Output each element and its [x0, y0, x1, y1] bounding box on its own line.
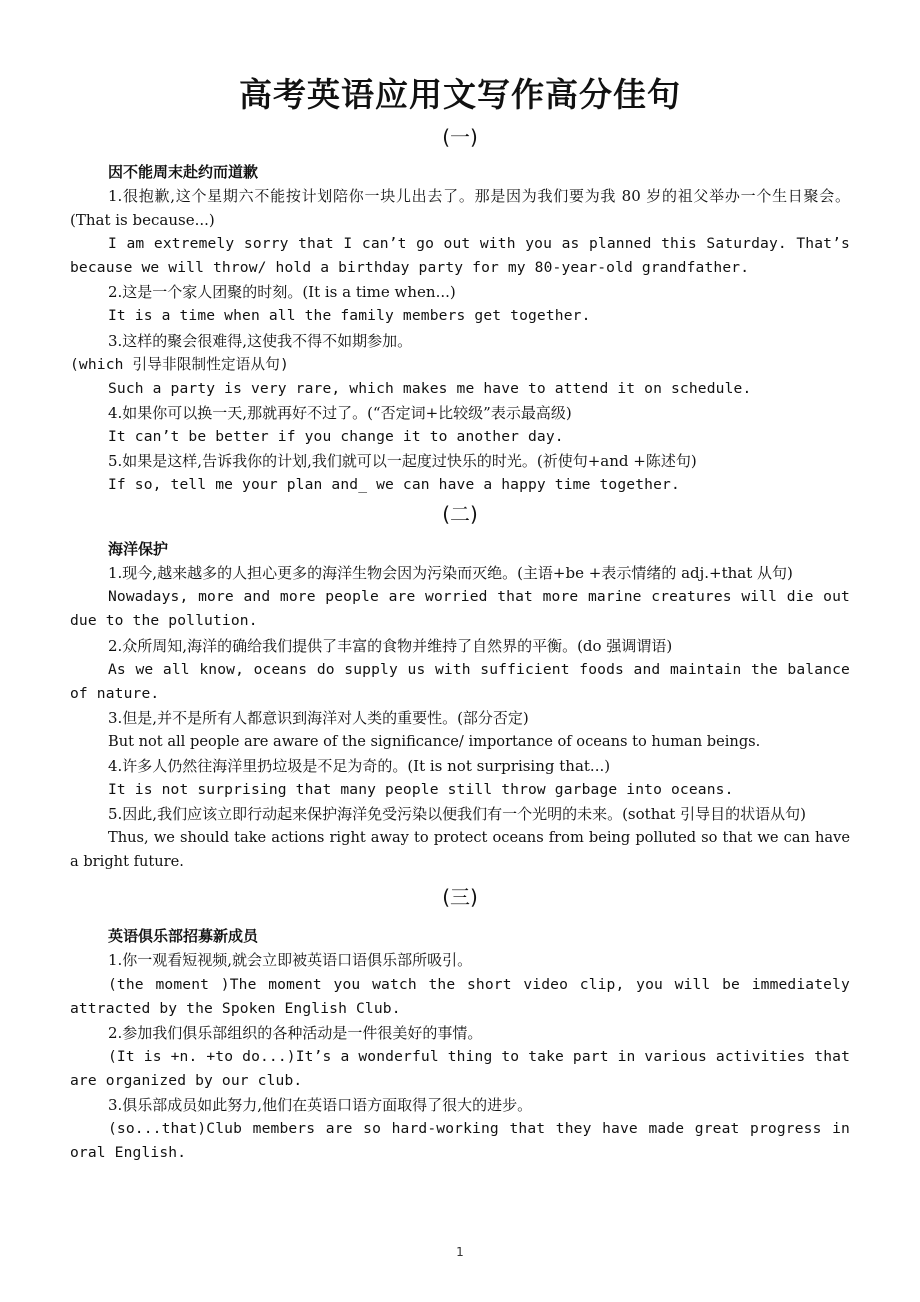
sentence-english: I am extremely sorry that I can’t go out with you as planned this Saturday. That’s because we will throw/ hold a birthday party for my 80-year-old grandfather. — [70, 235, 850, 277]
section-1 — [70, 122, 850, 497]
sentence-chinese: 2.这是一个家人团聚的时刻。(It is a time when...) — [108, 283, 456, 302]
sentence-english: But not all people are aware of the significance/ importance of oceans to human beings. — [108, 732, 761, 750]
sentence-chinese: 4.许多人仍然往海洋里扔垃圾是不足为奇的。(It is not surprising that...) — [108, 756, 611, 775]
sentence-english: (It is +n. +to do...)It’s a wonderful thing to take part in various activities that are organized by our club. — [70, 1047, 850, 1089]
sentence-chinese: 2.众所周知,海洋的确给我们提供了丰富的食物并维持了自然界的平衡。(do 强调谓语) — [108, 636, 673, 655]
section-heading: (二) — [442, 502, 478, 527]
section-topic: 海洋保护 — [108, 540, 169, 559]
sentence-english: Thus, we should take actions right away to protect oceans from being polluted so that we can have a bright future. — [70, 829, 850, 871]
sentence-chinese: 1.你一观看短视频,就会立即被英语口语俱乐部所吸引。 — [108, 951, 473, 970]
sentence-english: As we all know, oceans do supply us with sufficient foods and maintain the balance of nature. — [70, 660, 850, 702]
sentence-english: (so...that)Club members are so hard-working that they have made great progress in oral English. — [70, 1120, 850, 1162]
section-heading: (三) — [442, 885, 478, 910]
document-title: 高考英语应用文写作高分佳句 — [239, 75, 681, 114]
sentence-chinese: 5.如果是这样,告诉我你的计划,我们就可以一起度过快乐的时光。(祈使句+and +陈述句) — [108, 452, 697, 471]
sentence-chinese: 1.很抱歉,这个星期六不能按计划陪你一块儿出去了。那是因为我们要为我 80 岁的祖父举办一个生日聚会。(That is because...) — [70, 187, 850, 230]
sentence-english: It is a time when all the family members get together. — [108, 307, 591, 325]
sentence-chinese: 3.这样的聚会很难得,这使我不得不如期参加。 — [108, 331, 413, 350]
section-3 — [70, 882, 850, 1165]
sentence-chinese: 3.俱乐部成员如此努力,他们在英语口语方面取得了很大的进步。 — [108, 1096, 533, 1114]
sentence-english: Such a party is very rare, which makes me have to attend it on schedule. — [108, 379, 752, 397]
sentence-english: It is not surprising that many people still throw garbage into oceans. — [108, 781, 734, 799]
sentence-english: It can’t be better if you change it to another day. — [108, 427, 564, 445]
sentence-chinese: 4.如果你可以换一天,那就再好不过了。(“否定词+比较级”表示最高级) — [108, 403, 572, 422]
sentence-chinese: 3.但是,并不是所有人都意识到海洋对人类的重要性。(部分否定) — [108, 708, 529, 727]
sentence-chinese: 2.参加我们俱乐部组织的各种活动是一件很美好的事情。 — [108, 1023, 483, 1042]
page-number: 1 — [456, 1245, 464, 1259]
section-topic: 英语俱乐部招募新成员 — [108, 927, 259, 946]
sentence-english: If so, tell me your plan and_ we can have a happy time together. — [108, 476, 680, 494]
sentence-english: Nowadays, more and more people are worried that more marine creatures will die out due to the pollution. — [70, 588, 850, 630]
sentence-chinese: 5.因此,我们应该立即行动起来保护海洋免受污染以便我们有一个光明的未来。(sothat 引导目的状语从句) — [108, 805, 806, 824]
section-topic: 因不能周末赴约而道歉 — [108, 163, 259, 181]
document-page — [70, 70, 850, 1165]
sentence-chinese: 1.现今,越来越多的人担心更多的海洋生物会因为污染而灭绝。(主语+be +表示情绪的 adj.+that 从句) — [108, 564, 793, 583]
section-2 — [70, 499, 850, 874]
section-heading: (一) — [442, 125, 478, 149]
grammar-note: (which 引导非限制性定语从句) — [70, 355, 289, 373]
sentence-english: (the moment )The moment you watch the short video clip, you will be immediately attracted by the Spoken English Club. — [70, 975, 850, 1017]
